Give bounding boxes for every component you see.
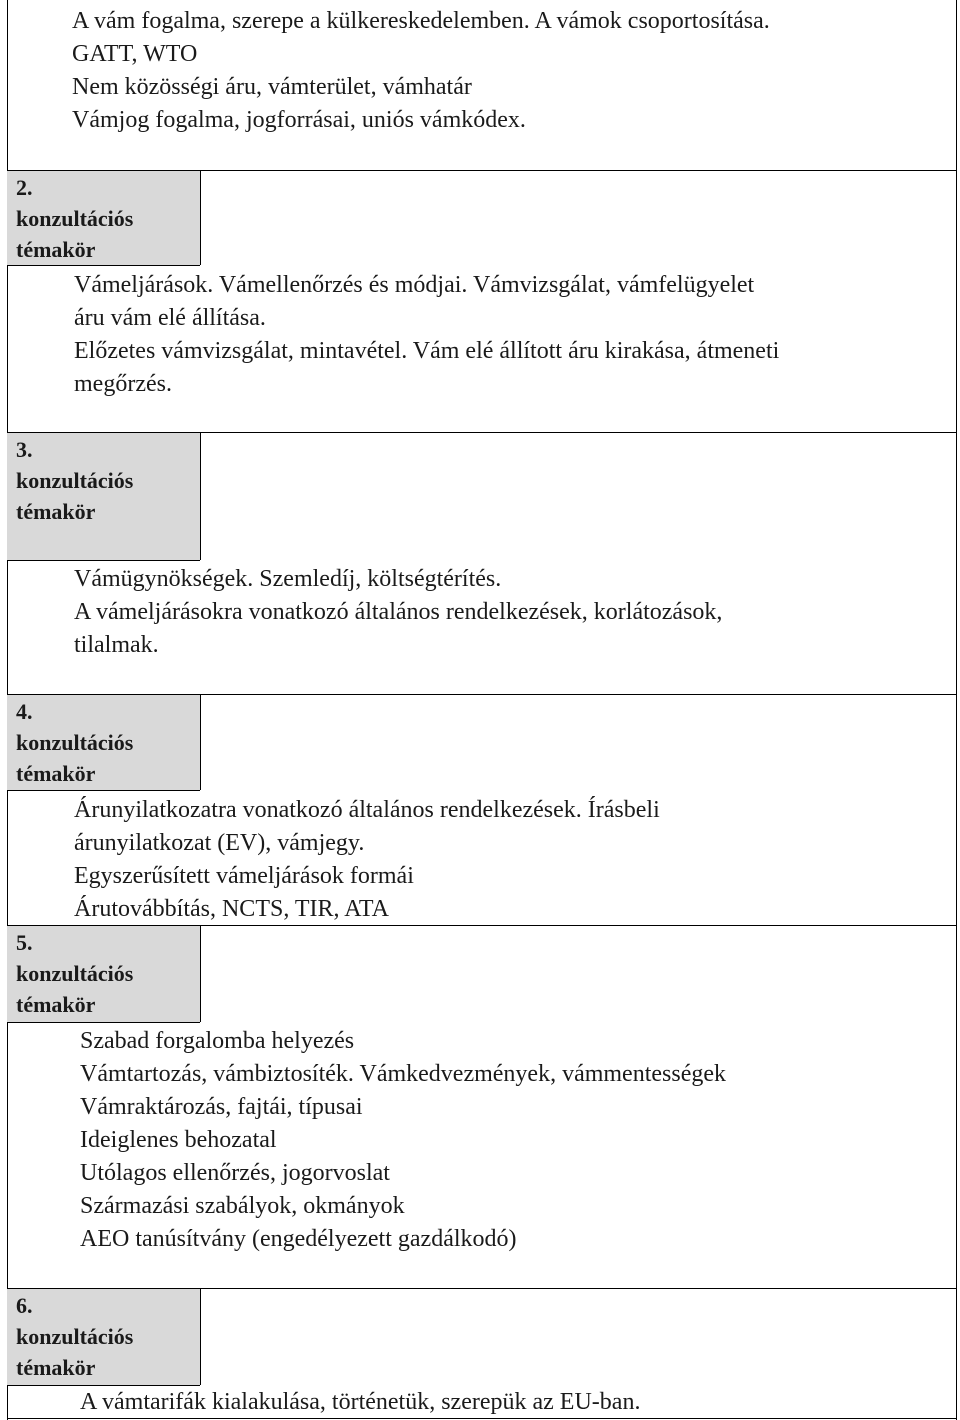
- header-divider: [200, 925, 201, 1022]
- topic-header-label: konzultációs: [16, 730, 134, 755]
- header-top-border: [7, 694, 957, 695]
- topic-header-label: konzultációs: [16, 206, 134, 231]
- topic-content-line: A vám fogalma, szerepe a külkereskedelemben. A vámok csoportosítása.: [72, 8, 770, 34]
- header-divider: [200, 694, 201, 790]
- topic-content-line: Szabad forgalomba helyezés: [80, 1028, 355, 1054]
- header-divider: [200, 432, 201, 560]
- header-bottom-border: [7, 790, 200, 791]
- header-top-border: [7, 170, 957, 171]
- topic-content-line: áru vám elé állítása.: [74, 305, 266, 331]
- topic-header-label: konzultációs: [16, 468, 134, 493]
- topic-content-line: Árunyilatkozatra vonatkozó általános rendelkezések. Írásbeli: [74, 797, 660, 823]
- header-bottom-border: [7, 265, 200, 266]
- header-top-border: [7, 925, 957, 926]
- topic-header-label: konzultációs: [16, 961, 134, 986]
- topic-content-line: Vámügynökségek. Szemledíj, költségtérítés.: [74, 566, 502, 592]
- topic-header-label: konzultációs: [16, 1324, 134, 1349]
- topic-number: 4.: [16, 699, 33, 724]
- topic-header-label: témakör: [16, 761, 96, 786]
- frame-right-border: [956, 0, 957, 1420]
- header-bottom-border: [7, 560, 200, 561]
- topic-content-line: Vámjog fogalma, jogforrásai, uniós vámkódex.: [72, 107, 526, 133]
- topic-content-line: Ideiglenes behozatal: [80, 1127, 277, 1153]
- topic-header-label: témakör: [16, 237, 96, 262]
- header-divider: [200, 170, 201, 265]
- header-divider: [200, 1288, 201, 1385]
- topic-content-line: Vámeljárások. Vámellenőrzés és módjai. Vámvizsgálat, vámfelügyelet: [74, 272, 755, 298]
- header-bottom-border: [7, 1022, 200, 1023]
- topic-content-line: Egyszerűsített vámeljárások formái: [74, 863, 414, 889]
- topic-content-line: Árutovábbítás, NCTS, TIR, ATA: [74, 896, 389, 922]
- header-top-border: [7, 1288, 957, 1289]
- topic-content-line: GATT, WTO: [72, 41, 198, 67]
- topic-content-line: Utólagos ellenőrzés, jogorvoslat: [80, 1160, 390, 1186]
- topic-content-line: Vámtartozás, vámbiztosíték. Vámkedvezmények, vámmentességek: [80, 1061, 727, 1087]
- topic-number: 2.: [16, 175, 33, 200]
- topic-content-line: Nem közösségi áru, vámterület, vámhatár: [72, 74, 472, 100]
- topic-content-line: Származási szabályok, okmányok: [80, 1193, 405, 1219]
- topic-number: 3.: [16, 437, 33, 462]
- topic-content-line: árunyilatkozat (EV), vámjegy.: [74, 830, 365, 856]
- topic-content-line: A vámeljárásokra vonatkozó általános rendelkezések, korlátozások,: [74, 599, 723, 625]
- header-top-border: [7, 432, 957, 433]
- topic-number: 5.: [16, 930, 33, 955]
- topic-header-label: témakör: [16, 992, 96, 1017]
- topic-header-label: témakör: [16, 1355, 96, 1380]
- topic-content-line: megőrzés.: [74, 371, 172, 397]
- topic-number: 6.: [16, 1293, 33, 1318]
- topic-content-line: tilalmak.: [74, 632, 159, 658]
- topic-content-line: Előzetes vámvizsgálat, mintavétel. Vám elé állított áru kirakása, átmeneti: [74, 338, 780, 364]
- topic-header-label: témakör: [16, 499, 96, 524]
- topic-content-line: AEO tanúsítvány (engedélyezett gazdálkodó): [80, 1226, 517, 1252]
- topic-content-line: Vámraktározás, fajtái, típusai: [80, 1094, 363, 1120]
- topic-content-line: A vámtarifák kialakulása, történetük, szerepük az EU-ban.: [80, 1389, 641, 1415]
